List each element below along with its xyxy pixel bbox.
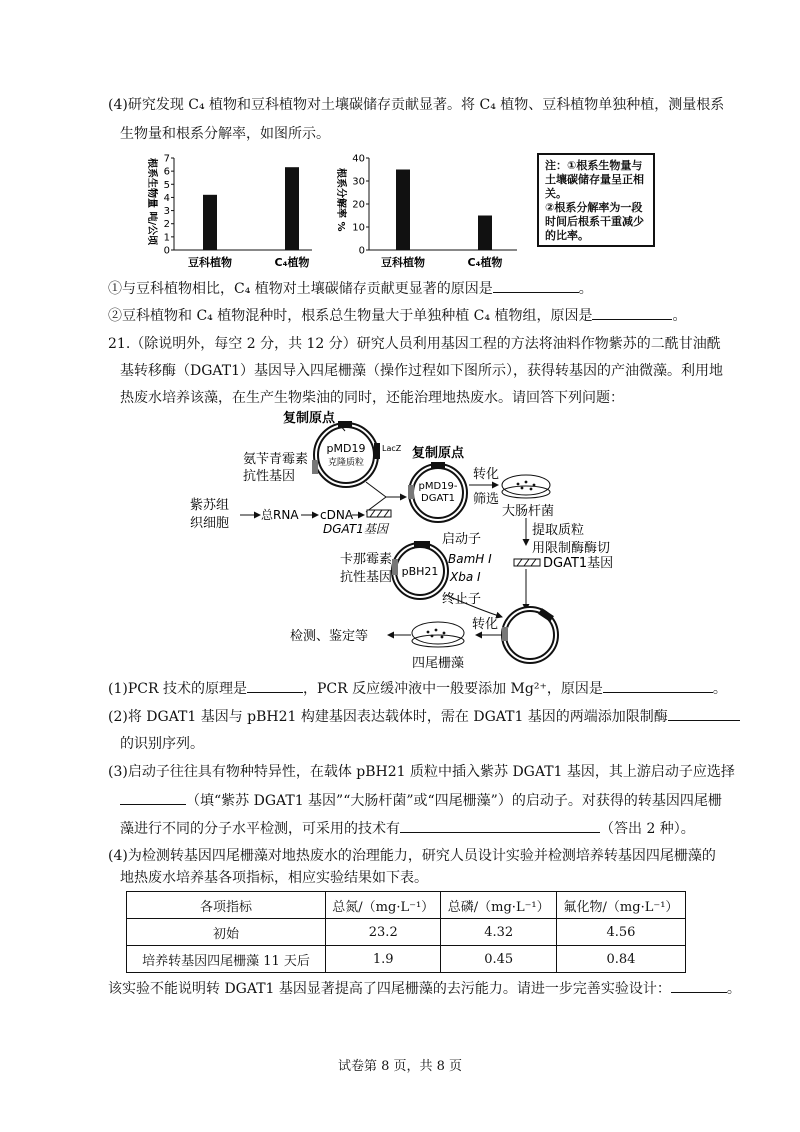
c1-tick-label: 7 (163, 153, 170, 165)
c1-tick-label: 5 (163, 179, 170, 191)
pmd19-label: pMD19 (326, 442, 366, 455)
detect-label: 检测、鉴定等 (290, 629, 369, 644)
lacz-label: LacZ (382, 444, 402, 453)
c1-tick-label: 1 (163, 232, 170, 244)
table-row (127, 919, 686, 946)
perilla-label-1: 紫苏组 (190, 498, 230, 513)
table-cell: 4.32 (441, 919, 556, 946)
screen-label: 筛选 (473, 492, 500, 507)
chart2-cat-legume: 豆科植物 (381, 256, 425, 269)
c2-tick-label: 30 (352, 176, 365, 188)
xbai-label: Xba I (450, 570, 481, 584)
c2-tick-label: 20 (352, 199, 365, 211)
note-line: 时间后根系干重减少 (545, 215, 644, 228)
question-4: (4)为检测转基因四尾栅藻对地热废水的治理能力，研究人员设计实验并检测培养转基因四尾栅藻的 (108, 848, 716, 864)
ecoli-dish (502, 475, 550, 495)
chart1-ylabel: 根系生物量 吨/公顷 (146, 158, 157, 246)
c2-tick-label: 0 (358, 245, 365, 257)
table-row (127, 946, 686, 973)
c2-tick-label: 40 (352, 153, 365, 165)
pbh21-label: pBH21 (401, 565, 439, 578)
bamhi-label: BamH I (448, 552, 492, 566)
pmd19-dgat1-label-1: pMD19- (418, 481, 458, 492)
algae-label: 四尾栅藻 (412, 656, 465, 671)
transform-label-1: 转化 (473, 467, 500, 482)
cloning-plasmid-label: 克隆质粒 (327, 458, 365, 468)
q4-sub2: ②豆科植物和 C₄ 植物混种时，根系总生物量大于单独种植 C₄ 植物组，原因是 。 (108, 305, 686, 326)
note-line: 注：①根系生物量与 (545, 159, 643, 172)
rep-origin-label-1: 复制原点 (283, 411, 336, 426)
question-4-cont: 地热废水培养基各项指标，相应实验结果如下表。 (120, 870, 428, 886)
answer-blank[interactable] (120, 790, 186, 805)
chart1-cat-c4: C₄植物 (274, 256, 310, 269)
table-header: 各项指标 (127, 892, 326, 919)
rep-origin-label-2: 复制原点 (412, 446, 465, 461)
amp-label-2: 抗性基因 (243, 469, 296, 484)
ecoli-label: 大肠杆菌 (502, 504, 555, 519)
root-decomposition-chart (335, 150, 520, 272)
table-cell: 4.56 (556, 919, 685, 946)
answer-blank[interactable] (400, 818, 600, 833)
table-cell: 初始 (127, 919, 326, 946)
answer-blank[interactable] (671, 978, 727, 993)
chart1-bar-legume (203, 195, 217, 250)
dgat1-gene-label-2: DGAT1基因 (543, 556, 614, 571)
kan-label-1: 卡那霉素 (340, 552, 393, 567)
answer-blank[interactable] (592, 305, 672, 320)
answer-blank[interactable] (603, 678, 713, 693)
q21-line3: 热废水培养该藻，在生产生物柴油的同时，还能治理地热废水。请回答下列问题： (120, 390, 624, 406)
rep-origin-marker (338, 421, 352, 428)
q21-line1: 21.（除说明外，每空 2 分，共 12 分）研究人员利用基因工程的方法将油料作物紫苏的二酰甘油酰 (108, 336, 721, 352)
table-cell: 0.45 (441, 946, 556, 973)
chart2-ylabel: 根系分解率 % (335, 168, 346, 232)
c1-tick-label: 3 (163, 206, 170, 218)
chart2-cat-c4: C₄植物 (467, 256, 503, 269)
perilla-label-2: 织细胞 (190, 516, 230, 531)
terminator-label: 终止子 (442, 592, 482, 607)
c2-tick-label: 10 (352, 222, 365, 234)
chart2-ticks (352, 154, 369, 257)
page-footer: 试卷第 8 页，共 8 页 (337, 1059, 463, 1074)
chart-note-box (537, 153, 655, 247)
answer-blank[interactable] (668, 706, 740, 721)
results-table (126, 891, 686, 973)
question-2: (2)将 DGAT1 基因与 pBH21 构建基因表达载体时，需在 DGAT1 基因的两端添加限制酶 (108, 706, 740, 727)
question-2-cont: 的识别序列。 (120, 736, 204, 752)
final-question: 该实验不能说明转 DGAT1 基因显著提高了四尾栅藻的去污能力。请进一步完善实验设计： 。 (108, 978, 741, 999)
q4-intro-line2: 生物量和根系分解率，如图所示。 (120, 126, 330, 142)
table-header: 总氮/（mg·L⁻¹） (326, 892, 441, 919)
note-line: ②根系分解率为一段 (545, 201, 643, 214)
chart2-bar-legume (396, 170, 410, 251)
chart1-ticks (164, 154, 174, 257)
algae-dish (412, 622, 464, 644)
transform-label-2: 转化 (472, 617, 499, 632)
table-cell: 23.2 (326, 919, 441, 946)
question-1: (1)PCR 技术的原理是 ，PCR 反应缓冲液中一般要添加 Mg²⁺，原因是 。 (108, 678, 727, 699)
answer-blank[interactable] (247, 678, 303, 693)
table-cell: 0.84 (556, 946, 685, 973)
note-line: 土壤碳储存量呈正相 (545, 173, 644, 186)
table-header: 总磷/（mg·L⁻¹） (441, 892, 556, 919)
table-header-row (127, 892, 686, 919)
table-header: 氟化物/（mg·L⁻¹） (556, 892, 685, 919)
table-cell: 1.9 (326, 946, 441, 973)
table-cell: 培养转基因四尾栅藻 11 天后 (127, 946, 326, 973)
dgat1-gene-label: DGAT1基因 (323, 522, 388, 536)
chart2-bar-c4 (478, 216, 492, 251)
chart1-bar-c4 (285, 167, 299, 250)
cdna-label: cDNA (320, 508, 354, 522)
amp-label-1: 氨苄青霉素 (243, 452, 309, 467)
c1-tick-label: 2 (163, 219, 170, 231)
answer-blank[interactable] (493, 278, 579, 293)
q4-sub1: ①与豆科植物相比，C₄ 植物对土壤碳储存贡献更显著的原因是 。 (108, 278, 593, 299)
note-line: 的比率。 (545, 229, 589, 242)
question-3: (3)启动子往往具有物种特异性，在载体 pBH21 质粒中插入紫苏 DGAT1 基因，其上游启动子应选择 (108, 764, 735, 780)
note-line: 关。 (545, 187, 567, 200)
chart1-cat-legume: 豆科植物 (188, 256, 232, 269)
restriction-cut-label: 用限制酶酶切 (532, 541, 611, 556)
total-rna-label: 总RNA (261, 508, 299, 522)
extract-plasmid-label: 提取质粒 (532, 523, 585, 538)
question-3-cont2: 藻进行不同的分子水平检测，可采用的技术有 （答出 2 种）。 (120, 818, 695, 839)
kan-label-2: 抗性基因 (340, 570, 393, 585)
c1-tick-label: 6 (163, 166, 170, 178)
promoter-label: 启动子 (442, 532, 482, 547)
pmd19-dgat1-label-2: DGAT1 (421, 493, 455, 504)
c1-tick-label: 4 (163, 192, 170, 204)
q4-intro-line1: (4)研究发现 C₄ 植物和豆科植物对土壤碳储存贡献显著。将 C₄ 植物、豆科植物单独种植，测量根系 (108, 97, 725, 113)
question-3-cont: （填“紫苏 DGAT1 基因”“大肠杆菌”或“四尾栅藻”）的启动子。对获得的转基因四尾栅 (120, 790, 722, 811)
root-biomass-chart (140, 150, 315, 272)
c1-tick-label: 0 (163, 245, 170, 257)
gene-engineering-diagram (180, 405, 614, 680)
q21-line2: 基转移酶（DGAT1）基因导入四尾栅藻（操作过程如下图所示），获得转基因的产油微藻。利用地 (120, 363, 723, 379)
